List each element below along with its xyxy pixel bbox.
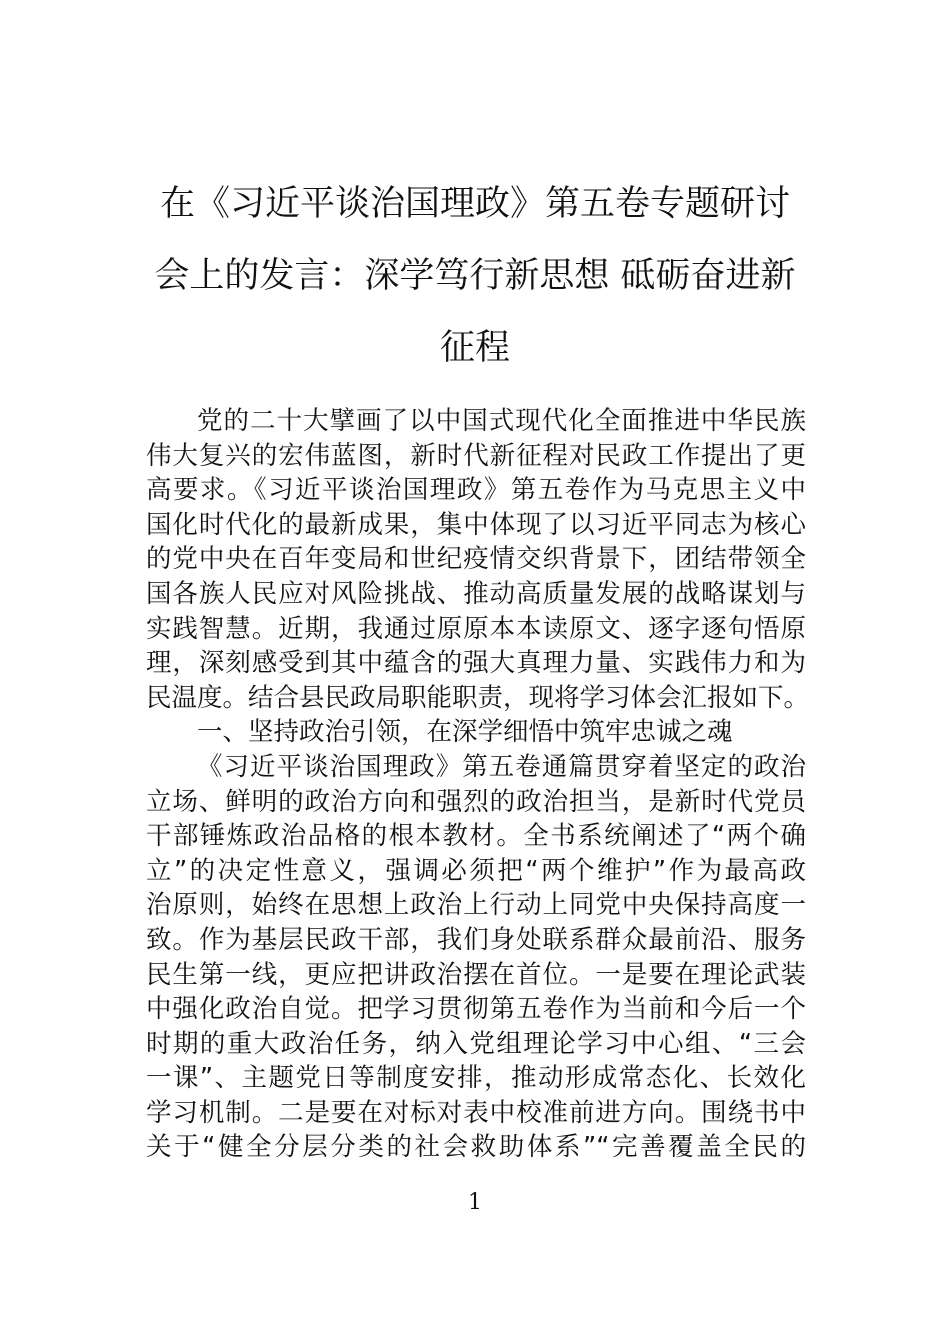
paragraph-2-line: 干部锤炼政治品格的根本教材。全书系统阐述了“两个确 — [146, 821, 806, 852]
paragraph-2-line: 治原则，始终在思想上政治上行动上同党中央保持高度一 — [146, 890, 806, 921]
document-title — [140, 168, 810, 384]
paragraph-2-line: 致。作为基层民政干部，我们身处联系群众最前沿、服务 — [146, 924, 806, 955]
title-line: 在《习近平谈治国理政》第五卷专题研讨 — [159, 184, 790, 224]
paragraph-1-line: 伟大复兴的宏伟蓝图，新时代新征程对民政工作提出了更 — [146, 440, 806, 471]
paragraph-2-line: 立”的决定性意义，强调必须把“两个维护”作为最高政 — [146, 855, 806, 886]
paragraph-2-line: 中强化政治自觉。把学习贯彻第五卷作为当前和今后一个 — [146, 994, 806, 1025]
page-number: 1 — [468, 1190, 482, 1215]
paragraph-1-line: 民温度。结合县民政局职能职责，现将学习体会汇报如下。 — [146, 682, 810, 713]
paragraph-1-line: 国化时代化的最新成果，集中体现了以习近平同志为核心 — [146, 509, 806, 540]
paragraph-2-line: 立场、鲜明的政治方向和强烈的政治担当，是新时代党员 — [146, 786, 806, 817]
paragraph-2-line: 一课”、主题党日等制度安排，推动形成常态化、长效化 — [146, 1063, 806, 1094]
section-heading: 一、坚持政治引领，在深学细悟中筑牢忠诚之魂 — [197, 717, 733, 748]
paragraph-2-line: 关于“健全分层分类的社会救助体系”“完善覆盖全民的 — [146, 1132, 806, 1163]
paragraph-1-line: 的党中央在百年变局和世纪疫情交织背景下，团结带领全 — [146, 544, 806, 575]
paragraph-2-line: 《习近平谈治国理政》第五卷通篇贯穿着坚定的政治 — [197, 751, 806, 782]
paragraph-1-line: 高要求。《习近平谈治国理政》第五卷作为马克思主义中 — [146, 475, 806, 506]
paragraph-1-line: 党的二十大擘画了以中国式现代化全面推进中华民族 — [197, 406, 806, 436]
document-body — [146, 404, 810, 1165]
paragraph-2-line: 时期的重大政治任务，纳入党组理论学习中心组、“三会 — [146, 1028, 806, 1059]
paragraph-1-line: 理，深刻感受到其中蕴含的强大真理力量、实践伟力和为 — [146, 648, 806, 679]
title-line: 会上的发言：深学笃行新思想 砥砺奋进新 — [154, 256, 796, 296]
title-line: 征程 — [439, 328, 510, 368]
paragraph-2-line: 学习机制。二是要在对标对表中校准前进方向。围绕书中 — [146, 1097, 806, 1128]
paragraph-1-line: 国各族人民应对风险挑战、推动高质量发展的战略谋划与 — [146, 578, 806, 609]
paragraph-1-line: 实践智慧。近期，我通过原原本本读原文、逐字逐句悟原 — [146, 613, 806, 644]
paragraph-2-line: 民生第一线，更应把讲政治摆在首位。一是要在理论武装 — [146, 959, 806, 990]
